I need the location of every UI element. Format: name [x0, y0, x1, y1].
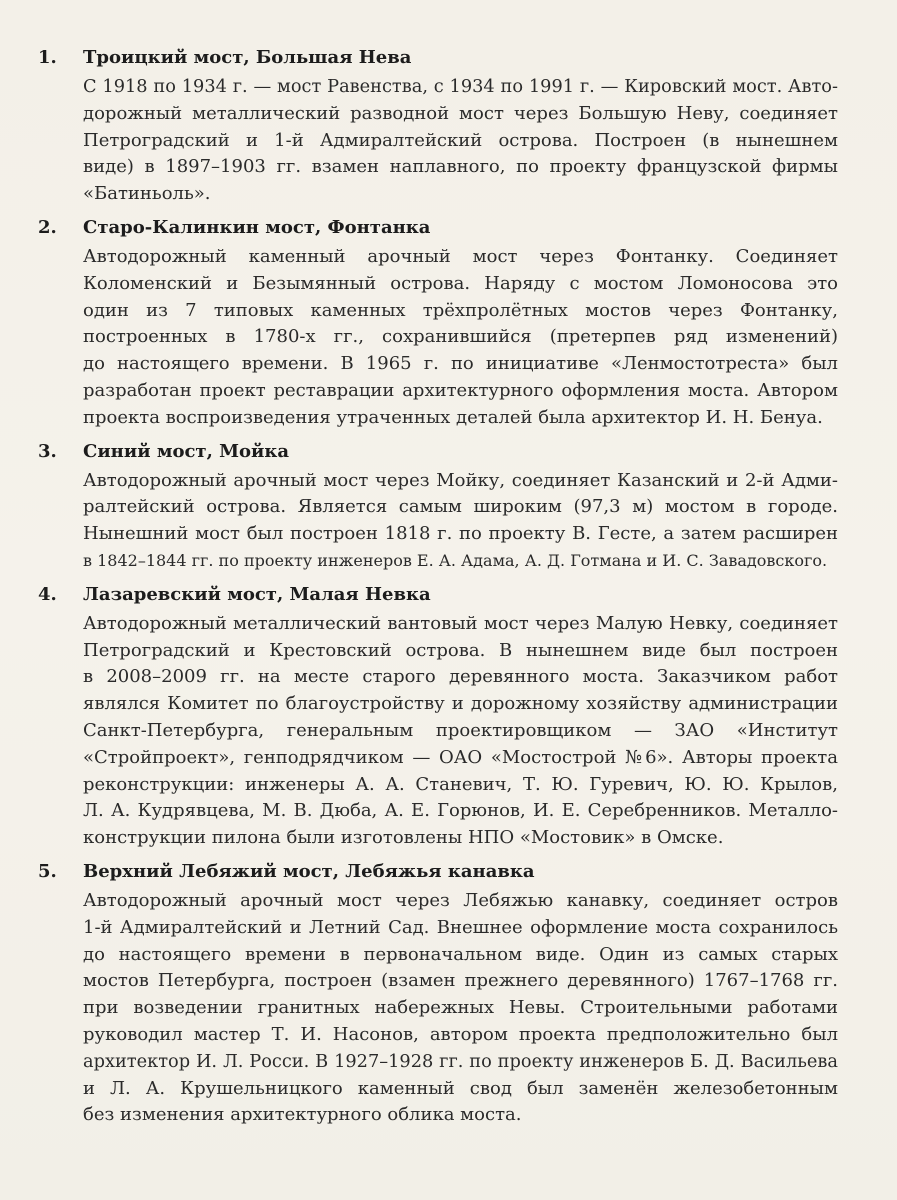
description-line: без изменения архитектурного облика моста.: [83, 1104, 522, 1126]
description-line: руководил мастер Т. И. Насонов, автором проекта предположительно был: [83, 1023, 838, 1045]
description-line: 1-й Адмиралтейский и Летний Сад. Внешнее оформление моста сохранилось: [83, 916, 838, 938]
description-line: Л. А. Кудрявцева, М. В. Дюба, А. Е. Горюнов, И. Е. Серебренников. Металло-: [83, 800, 838, 822]
description-line: Нынешний мост был построен 1818 г. по проекту В. Гесте, а затем расширен: [83, 523, 838, 545]
description-line: «Стройпроект», генподрядчиком — ОАО «Мостострой №6». Авторы проекта: [83, 746, 838, 768]
item-description: [83, 611, 838, 852]
description-line: являлся Комитет по благоустройству и дорожному хозяйству администрации: [83, 693, 838, 715]
item-description: [83, 888, 838, 1129]
description-line: проекта воспроизведения утраченных деталей была архитектор И. Н. Бенуа.: [83, 406, 823, 428]
description-line: разработан проект реставрации архитектурного оформления моста. Автором: [83, 379, 838, 401]
description-line: Петроградский и Крестовский острова. В нынешнем виде был построен: [83, 639, 838, 661]
list-item: [38, 44, 838, 208]
list-item: [38, 214, 838, 432]
item-number: 1.: [38, 47, 57, 68]
description-line: до настоящего времени. В 1965 г. по инициативе «Ленмостотреста» был: [83, 353, 838, 375]
bridge-list: [38, 44, 838, 1129]
item-title: Лазаревский мост, Малая Невка: [83, 583, 431, 605]
description-line: при возведении гранитных набережных Невы. Строительными работами: [83, 997, 838, 1019]
item-title: Верхний Лебяжий мост, Лебяжья канавка: [83, 860, 535, 882]
description-line: архитектор И. Л. Росси. В 1927–1928 гг. по проекту инженеров Б. Д. Васильева: [83, 1051, 838, 1072]
description-line: Автодорожный металлический вантовый мост через Малую Невку, соединяет: [83, 612, 838, 634]
description-line: конструкции пилона были изготовлены НПО «Мостовик» в Омске.: [83, 827, 724, 849]
description-line: построенных в 1780-х гг., сохранившийся (претерпев ряд изменений): [83, 326, 838, 348]
description-line: «Батиньоль».: [83, 183, 211, 205]
item-title: Троицкий мост, Большая Нева: [83, 47, 412, 68]
item-number: 5.: [38, 860, 57, 882]
description-line: Автодорожный арочный мост через Лебяжью канавку, соединяет остров: [83, 889, 838, 911]
description-line: Петроградский и 1-й Адмиралтейский острова. Построен (в нынешнем: [83, 129, 838, 151]
description-line: один из 7 типовых каменных трёхпролётных мостов через Фонтанку,: [83, 299, 838, 321]
list-item: [38, 581, 838, 852]
description-line: до настоящего времени в первоначальном виде. Один из самых старых: [83, 943, 838, 965]
item-description: [83, 74, 838, 208]
description-line: Санкт-Петербурга, генеральным проектировщиком — ЗАО «Институт: [83, 719, 838, 741]
description-line: реконструкции: инженеры А. А. Станевич, Т. Ю. Гуревич, Ю. Ю. Крылов,: [83, 773, 838, 795]
description-line: Автодорожный каменный арочный мост через Фонтанку. Соединяет: [83, 245, 838, 267]
description-line: дорожный металлический разводной мост через Большую Неву, соединяет: [83, 102, 838, 124]
item-number: 2.: [38, 216, 57, 238]
item-number: 3.: [38, 440, 57, 462]
item-title: Старо-Калинкин мост, Фонтанка: [83, 216, 431, 238]
description-line: ралтейский острова. Является самым широким (97,3 м) мостом в городе.: [83, 496, 838, 518]
description-line: и Л. А. Крушельницкого каменный свод был заменён железобетонным: [83, 1077, 838, 1099]
item-description: [83, 244, 838, 432]
item-description: [83, 468, 838, 575]
description-line: Коломенский и Безымянный острова. Наряду с мостом Ломоносова это: [83, 272, 838, 294]
description-line: Автодорожный арочный мост через Мойку, соединяет Казанский и 2-й Адми-: [83, 469, 838, 491]
list-item: [38, 438, 838, 575]
list-item: [38, 858, 838, 1129]
description-line: С 1918 по 1934 г. — мост Равенства, с 1934 по 1991 г. — Кировский мост. Авто-: [83, 77, 838, 97]
item-title: Синий мост, Мойка: [83, 440, 290, 462]
description-line: мостов Петербурга, построен (взамен прежнего деревянного) 1767–1768 гг.: [83, 970, 838, 992]
description-line: в 1842–1844 гг. по проекту инженеров Е. А. Адама, А. Д. Готмана и И. С. Завадовского.: [83, 550, 828, 570]
item-number: 4.: [38, 583, 57, 605]
description-line: виде) в 1897–1903 гг. взамен наплавного, по проекту французской фирмы: [83, 156, 838, 178]
description-line: в 2008–2009 гг. на месте старого деревянного моста. Заказчиком работ: [83, 666, 838, 688]
